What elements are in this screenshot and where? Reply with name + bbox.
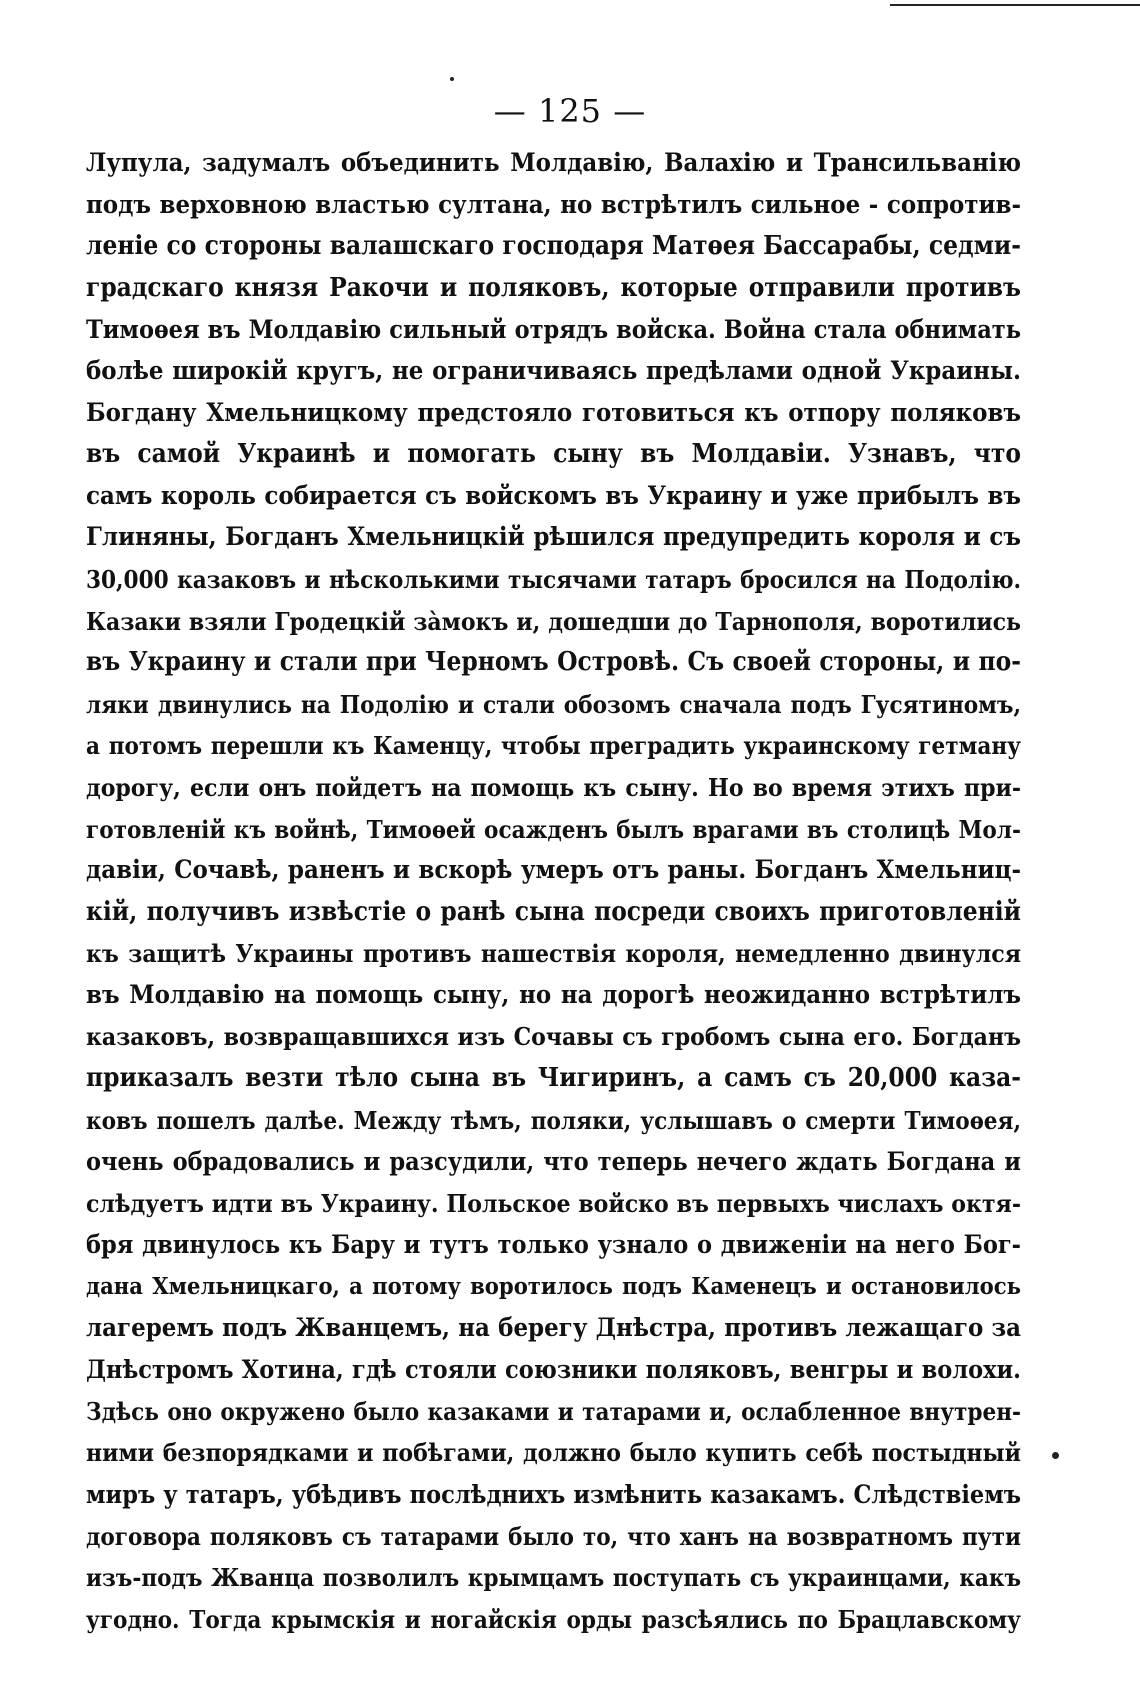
text-line: 30,000 казаковъ и нѣсколькими тысячами татаръ бросился на Подолію. — [86, 564, 1021, 594]
text-line: казаковъ, возвращавшихся изъ Сочавы съ гробомъ сына его. Богданъ — [86, 1022, 1021, 1052]
text-line: договора поляковъ съ татарами было то, что ханъ на возвратномъ пути — [86, 1521, 1021, 1551]
ink-speck — [1052, 1452, 1059, 1459]
text-line: давіи, Сочавѣ, раненъ и вскорѣ умеръ отъ раны. Богданъ Хмельниц- — [86, 855, 1021, 886]
text-line: въ Молдавію на помощь сыну, но на дорогѣ неожиданно встрѣтилъ — [86, 979, 1021, 1010]
text-line: Днѣстромъ Хотина, гдѣ стояли союзники поляковъ, венгры и волохи. — [86, 1355, 1021, 1385]
text-line: изъ-подъ Жванца позволилъ крымцамъ поступать съ украинцами, какъ — [86, 1563, 1021, 1593]
text-line: въ самой Украинѣ и помогать сыну въ Молдавіи. Узнавъ, что — [86, 439, 1021, 470]
text-line: миръ у татаръ, убѣдивъ послѣднихъ измѣнить казакамъ. Слѣдствіемъ — [86, 1480, 1021, 1509]
ink-speck — [450, 77, 454, 81]
text-line: приказалъ везти тѣло сына въ Чигиринъ, а самъ съ 20,000 каза- — [86, 1063, 1021, 1094]
text-line: къ защитѣ Украины противъ нашествія короля, немедленно двинулся — [86, 939, 1021, 969]
body-text — [86, 143, 1021, 1640]
text-line: Лупула, задумалъ объединить Молдавію, Валахію и Трансильванію — [86, 148, 1021, 178]
text-line: бря двинулось къ Бару и тутъ только узнало о движеніи на него Бог- — [86, 1230, 1021, 1260]
text-line: угодно. Тогда крымскія и ногайскія орды разсѣялись по Брацлавскому — [86, 1604, 1021, 1634]
text-line: ними безпорядками и побѣгами, должно было купить себѣ постыдный — [86, 1438, 1021, 1468]
text-line: болѣе широкій кругъ, не ограничиваясь предѣлами одной Украины. — [86, 355, 1021, 386]
text-line: подъ верховною властью султана, но встрѣтилъ сильное - сопротив- — [86, 189, 1021, 220]
text-line: Тимоѳея въ Молдавію сильный отрядъ войска. Война стала обнимать — [86, 315, 1021, 345]
text-line: кій, получивъ извѣстіе о ранѣ сына посреди своихъ приготовленій — [86, 896, 1021, 927]
text-line: дорогу, если онъ пойдетъ на помощь къ сыну. Но во время этихъ при- — [86, 772, 1021, 802]
page-number: — 125 — — [493, 92, 647, 130]
text-line: въ Украину и стали при Черномъ Островѣ. Съ своей стороны, и по- — [86, 647, 1021, 678]
text-line: ляки двинулись на Подолію и стали обозомъ сначала подъ Гусятиномъ, — [86, 689, 1021, 719]
text-line: ковъ пошелъ далѣе. Между тѣмъ, поляки, услышавъ о смерти Тимоѳея, — [86, 1105, 1021, 1135]
text-line: Богдану Хмельницкому предстояло готовиться къ отпору поляковъ — [86, 397, 1021, 428]
text-line: лагеремъ подъ Жванцемъ, на берегу Днѣстра, противъ лежащаго за — [86, 1312, 1021, 1343]
text-line: готовленій къ войнѣ, Тимоѳей осажденъ былъ врагами въ столицѣ Мол- — [86, 814, 1021, 844]
top-edge-rule — [890, 4, 1140, 6]
text-line: Казаки взяли Гродецкій зàмокъ и, дошедши до Тарнополя, воротились — [86, 606, 1021, 636]
text-line: дана Хмельницкаго, а потому воротилось подъ Каменецъ и остановилось — [86, 1272, 1021, 1301]
text-line: а потомъ перешли къ Каменцу, чтобы преградить украинскому гетману — [86, 731, 1021, 761]
text-line: очень обрадовались и разсудили, что теперь нечего ждать Богдана и — [86, 1147, 1021, 1177]
text-line: градскаго князя Ракочи и поляковъ, которые отправили противъ — [86, 272, 1021, 303]
text-line: слѣдуетъ идти въ Украину. Польское войско въ первыхъ числахъ октя- — [86, 1188, 1021, 1218]
text-line: Здѣсь оно окружено было казаками и татарами и, ослабленное внутрен- — [86, 1396, 1021, 1426]
text-line: леніе со стороны валашскаго господаря Матѳея Бассарабы, седми- — [86, 231, 1021, 262]
text-line: самъ король собирается съ войскомъ въ Украину и уже прибылъ въ — [86, 480, 1021, 511]
text-line: Глиняны, Богданъ Хмельницкій рѣшился предупредить короля и съ — [86, 522, 1021, 553]
